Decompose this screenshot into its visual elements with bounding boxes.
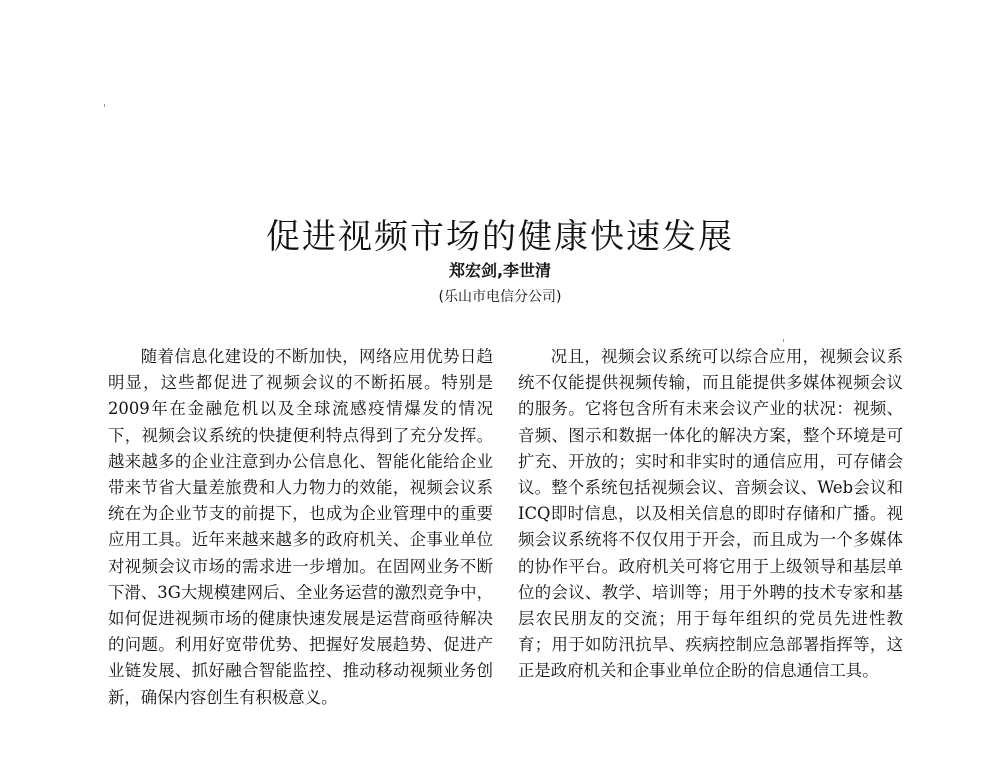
scan-speck <box>783 339 784 342</box>
article-authors: 郑宏剑,李世清 <box>448 261 552 280</box>
left-column <box>108 344 493 711</box>
scan-speck <box>104 104 105 107</box>
right-column-paragraph: 况且，视频会议系统可以综合应用，视频会议系统不仅能提供视频传输，而且能提供多媒体视频会议的服务。它将包含所有未来会议产业的状况：视频、音频、图示和数据一体化的解决方案，整个环境是可扩充、开放的；实时和非实时的通信应用，可存储会议。整个系统包括视频会议、音频会议、Web会议和ICQ即时信息，以及相关信息的即时存储和广播。视频会议系统将不仅仅用于开会，而且成为一个多媒体的协作平台。政府机关可将它用于上级领导和基层单位的会议、教学、培训等；用于外聘的技术专家和基层农民朋友的交流；用于每年组织的党员先进性教育；用于如防汛抗旱、疾病控制应急部署指挥等，这正是政府机关和企事业单位企盼的信息通信工具。 <box>518 347 903 681</box>
right-column <box>518 344 903 685</box>
author-affiliation: (乐山市电信分公司) <box>438 289 562 305</box>
article-title: 促进视频市场的健康快速发展 <box>266 216 734 257</box>
left-column-paragraph: 随着信息化建设的不断加快，网络应用优势日趋明显，这些都促进了视频会议的不断拓展。特别是2009年在金融危机以及全球流感疫情爆发的情况下，视频会议系统的快捷便利特点得到了充分发挥。越来越多的企业注意到办公信息化、智能化能给企业带来节省大量差旅费和人力物力的效能，视频会议系统在为企业节支的前提下，也成为企业管理中的重要应用工具。近年来越来越多的政府机关、企事业单位对视频会议市场的需求进一步增加。在固网业务不断下滑、3G大规模建网后、全业务运营的激烈竞争中，如何促进视频市场的健康快速发展是运营商亟待解决的问题。利用好宽带优势、把握好发展趋势、促进产业链发展、抓好融合智能监控、推动移动视频业务创新，确保内容创生有积极意义。 <box>108 347 493 707</box>
